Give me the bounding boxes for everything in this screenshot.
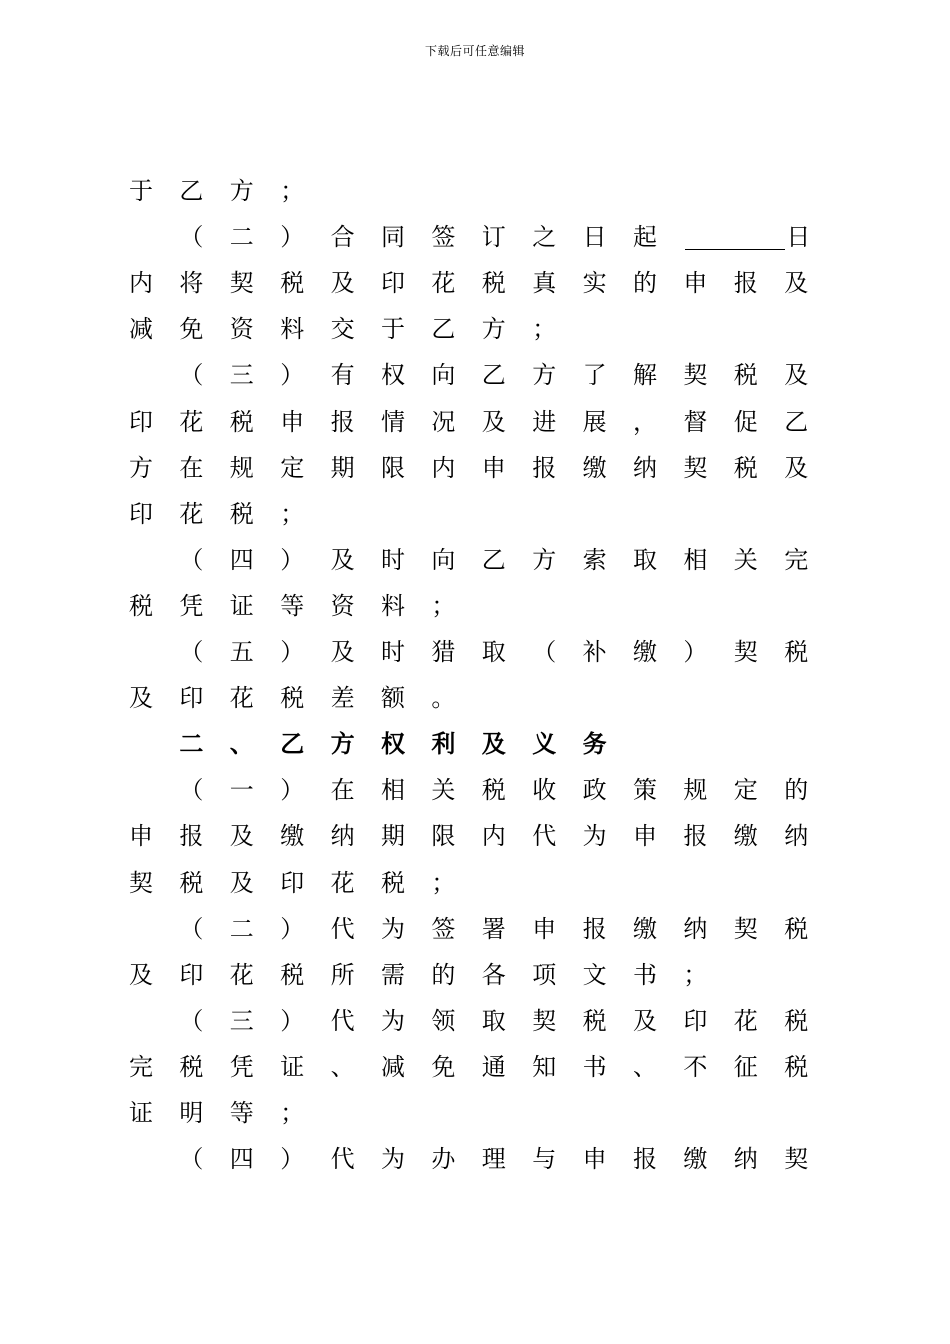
text-char: 义 [532, 729, 557, 759]
text-char: 四 [229, 1145, 254, 1174]
text-char: 有 [330, 361, 355, 390]
text-char: 进 [532, 407, 557, 436]
text-char: 及 [633, 1006, 657, 1035]
text-char: 证 [229, 591, 254, 620]
text-char: 务 [582, 729, 607, 759]
text-line [129, 729, 829, 759]
text-char: 免 [431, 1052, 456, 1081]
page-header: 下载后可任意编辑 [424, 44, 525, 58]
text-line [129, 1052, 829, 1082]
text-char: 项 [532, 960, 557, 989]
text-char: 乙 [784, 407, 809, 436]
text-char: 乙 [481, 361, 506, 390]
text-char: 证 [280, 1052, 305, 1081]
text-char: ， [633, 407, 657, 436]
text-char: 缴 [280, 822, 305, 851]
text-char: 申 [633, 822, 657, 851]
text-char: 税 [179, 1052, 204, 1081]
text-char: 通 [481, 1052, 506, 1081]
text-char: 料 [381, 591, 405, 620]
text-char: 凭 [229, 1052, 254, 1081]
text-char: 知 [532, 1052, 557, 1081]
text-char: 的 [431, 960, 456, 989]
text-char: 契 [532, 1006, 557, 1035]
text-char: （ [179, 545, 204, 574]
text-char: 方 [330, 729, 355, 759]
text-char: 契 [683, 453, 708, 482]
text-char: 权 [381, 361, 405, 390]
text-char: 及 [784, 361, 809, 390]
text-char: （ [179, 1006, 204, 1035]
text-char: 内 [481, 822, 506, 851]
text-char: 展 [582, 407, 607, 436]
text-char: （ [179, 638, 204, 666]
text-char: 交 [330, 315, 355, 344]
text-char: ） [280, 223, 305, 252]
text-char: 于 [381, 315, 405, 344]
text-char: 花 [179, 407, 204, 436]
text-char: 合 [330, 223, 355, 252]
text-char: （ [179, 223, 204, 252]
text-char: 乙 [431, 315, 456, 344]
text-char: 及 [784, 453, 809, 482]
text-char: （ [179, 1145, 204, 1174]
text-char: 乙 [481, 545, 506, 574]
text-char: 利 [431, 729, 456, 759]
text-char: 申 [532, 914, 557, 943]
text-char: 契 [229, 269, 254, 298]
text-char: 政 [582, 776, 607, 805]
text-char: 缴 [633, 914, 657, 943]
text-char: 报 [179, 822, 204, 851]
text-char: 理 [481, 1145, 506, 1174]
text-char: 资 [330, 591, 355, 620]
text-char: ； [683, 960, 708, 989]
text-char: 方 [481, 315, 506, 344]
text-line [129, 775, 829, 805]
text-char: 税 [179, 868, 204, 897]
text-char: ； [431, 868, 456, 897]
text-char: 不 [683, 1052, 708, 1081]
text-char: 权 [381, 729, 405, 759]
text-char: 额 [381, 684, 405, 713]
text-char: 及 [129, 684, 153, 713]
text-char: ） [280, 638, 305, 666]
text-char: 二 [179, 729, 204, 759]
text-char: 定 [280, 453, 305, 482]
text-char: ） [280, 361, 305, 390]
text-char: ） [280, 914, 305, 943]
text-char: 、 [229, 729, 254, 759]
text-char: （ [179, 914, 204, 943]
text-char: 为 [381, 914, 405, 943]
text-char: 方 [129, 453, 153, 482]
text-char: 契 [683, 361, 708, 390]
text-char: 为 [582, 822, 607, 851]
text-char: 契 [129, 868, 153, 897]
text-char: 日 [582, 223, 607, 252]
text-char: 相 [381, 776, 405, 805]
text-char: 税 [381, 868, 405, 897]
text-char: 促 [733, 407, 758, 436]
text-line [129, 268, 829, 298]
text-char: 及 [481, 407, 506, 436]
text-char: 规 [683, 776, 708, 805]
text-char: 税 [481, 776, 506, 805]
text-char: 代 [532, 822, 557, 851]
text-char: 方 [532, 361, 557, 390]
text-char: 减 [129, 315, 153, 344]
text-char: 纳 [633, 453, 657, 482]
text-char: 文 [582, 960, 607, 989]
text-char: 猎 [431, 638, 456, 666]
text-char: ； [532, 315, 557, 344]
text-char: 时 [381, 545, 405, 574]
text-char: 二 [229, 223, 254, 252]
text-char: 况 [431, 407, 456, 436]
text-char: 取 [481, 638, 506, 666]
text-char: （ [179, 776, 204, 805]
text-char: 署 [481, 914, 506, 943]
text-char: 及 [330, 269, 355, 298]
text-char: 所 [330, 960, 355, 989]
text-line [129, 821, 829, 851]
text-char: 取 [481, 1006, 506, 1035]
text-char: 完 [784, 545, 809, 574]
text-char: 差 [330, 684, 355, 713]
text-char: 税 [481, 269, 506, 298]
text-char: 缴 [733, 822, 758, 851]
text-char: 及 [784, 269, 809, 298]
text-char: 报 [582, 914, 607, 943]
text-char: 凭 [179, 591, 204, 620]
text-char: 乙 [179, 177, 204, 205]
text-char: 缴 [683, 1145, 708, 1174]
text-char: 花 [733, 1006, 758, 1035]
text-char: 与 [532, 1145, 557, 1174]
text-char: ） [280, 545, 305, 574]
text-char: 申 [683, 269, 708, 298]
text-char: 各 [481, 960, 506, 989]
text-char: 税 [129, 591, 153, 620]
text-line [129, 545, 829, 575]
text-char: 在 [330, 776, 355, 805]
text-char: 期 [381, 822, 405, 851]
text-line [129, 453, 829, 483]
text-char: 三 [229, 361, 254, 390]
text-char: ） [280, 776, 305, 805]
text-char: 五 [229, 638, 254, 666]
text-char: 关 [733, 545, 758, 574]
text-char: ； [431, 591, 456, 620]
text-line [129, 1006, 829, 1036]
text-char: 税 [280, 269, 305, 298]
text-char: 将 [179, 269, 204, 298]
text-char: 代 [330, 914, 355, 943]
text-char: 花 [431, 269, 456, 298]
text-char: 解 [633, 361, 657, 390]
text-char: 、 [633, 1052, 657, 1081]
text-char: 及 [481, 729, 506, 759]
text-char: 等 [280, 591, 305, 620]
text-char: 契 [733, 638, 758, 666]
text-char: 关 [431, 776, 456, 805]
text-char: 税 [784, 1006, 809, 1035]
text-char: ； [280, 1099, 305, 1127]
text-char: 纳 [683, 914, 708, 943]
text-char: （ [179, 361, 204, 390]
text-char: 索 [582, 545, 607, 574]
text-char: 契 [733, 914, 758, 943]
text-line [129, 591, 829, 621]
text-char: 印 [179, 960, 204, 989]
text-char: 报 [633, 1145, 657, 1174]
text-char: 报 [683, 822, 708, 851]
text-char: 印 [381, 269, 405, 298]
text-char: 征 [733, 1052, 758, 1081]
text-char: 取 [633, 545, 657, 574]
text-char: 明 [179, 1099, 204, 1127]
text-char: 时 [381, 638, 405, 666]
text-line [129, 360, 829, 390]
text-char: 的 [784, 776, 809, 805]
text-char: 等 [229, 1099, 254, 1127]
text-char: 期 [330, 453, 355, 482]
text-char: 情 [381, 407, 405, 436]
text-char: 印 [683, 1006, 708, 1035]
text-char: 规 [229, 453, 254, 482]
text-char: 一 [229, 776, 254, 805]
text-char: 报 [532, 453, 557, 482]
text-char: 及 [330, 545, 355, 574]
text-char: 需 [381, 960, 405, 989]
text-char: 二 [229, 914, 254, 943]
text-char: 了 [582, 361, 607, 390]
text-char: 资 [229, 315, 254, 344]
text-line [129, 222, 829, 252]
text-char: 之 [532, 223, 557, 252]
text-char: 、 [330, 1052, 355, 1081]
text-char: 免 [179, 315, 204, 344]
text-char: 申 [481, 453, 506, 482]
text-char: 税 [280, 684, 305, 713]
text-line [129, 914, 829, 944]
text-line [129, 683, 829, 713]
text-char: 及 [229, 822, 254, 851]
text-char: 书 [582, 1052, 607, 1081]
text-char: 完 [129, 1052, 153, 1081]
text-char: 实 [582, 269, 607, 298]
text-char: 印 [280, 868, 305, 897]
text-line [129, 1098, 829, 1128]
text-char: 限 [381, 453, 405, 482]
text-char: 办 [431, 1145, 456, 1174]
text-char: 。 [431, 684, 456, 713]
text-char: 申 [582, 1145, 607, 1174]
text-char: 为 [381, 1006, 405, 1035]
text-char: 定 [733, 776, 758, 805]
text-char: 向 [431, 361, 456, 390]
text-char: 起 [633, 223, 657, 252]
text-char: 相 [683, 545, 708, 574]
text-char: 证 [129, 1099, 153, 1127]
text-char: 限 [431, 822, 456, 851]
text-char: （ [532, 638, 557, 666]
text-char: 税 [229, 407, 254, 436]
text-char: 纳 [733, 1145, 758, 1174]
text-char: ） [683, 638, 708, 666]
text-char: 及 [129, 960, 153, 989]
text-char: 的 [633, 269, 657, 298]
text-char: ） [280, 1006, 305, 1035]
text-line [129, 960, 829, 990]
text-char: 报 [330, 407, 355, 436]
text-char: 税 [280, 960, 305, 989]
text-char: 印 [129, 499, 153, 528]
text-char: 花 [330, 868, 355, 897]
text-char: 收 [532, 776, 557, 805]
text-line [129, 176, 829, 206]
text-char: 印 [179, 684, 204, 713]
text-char: 领 [431, 1006, 456, 1035]
text-char: 税 [733, 453, 758, 482]
text-char: 补 [582, 638, 607, 666]
text-char: 三 [229, 1006, 254, 1035]
text-char: 减 [381, 1052, 405, 1081]
text-line [129, 499, 829, 529]
text-char: 税 [784, 914, 809, 943]
text-char: 向 [431, 545, 456, 574]
text-char: 花 [229, 684, 254, 713]
text-char: 方 [229, 177, 254, 205]
text-char: 签 [431, 223, 456, 252]
text-char: ） [280, 1145, 305, 1174]
text-char: 订 [481, 223, 506, 252]
text-char: 及 [229, 868, 254, 897]
text-char: 契 [784, 1145, 809, 1174]
text-char: 在 [179, 453, 204, 482]
text-char: 乙 [280, 729, 305, 759]
text-char: 报 [733, 269, 758, 298]
text-char: 日 [786, 223, 811, 252]
text-char: 四 [229, 545, 254, 574]
text-char: 申 [280, 407, 305, 436]
text-char: 书 [633, 960, 657, 989]
text-char: 代 [330, 1006, 355, 1035]
text-char: 缴 [633, 638, 657, 666]
text-char: 花 [179, 499, 204, 528]
text-char: 税 [784, 1052, 809, 1081]
text-line [129, 407, 829, 437]
text-char: 纳 [330, 822, 355, 851]
text-char: 税 [784, 638, 809, 666]
text-char: 策 [633, 776, 657, 805]
text-char: 内 [431, 453, 456, 482]
text-char: 纳 [784, 822, 809, 851]
text-char: 为 [381, 1145, 405, 1174]
text-char: 代 [330, 1145, 355, 1174]
text-char: 督 [683, 407, 708, 436]
text-char: 缴 [582, 453, 607, 482]
text-char: 方 [532, 545, 557, 574]
text-char: 税 [229, 499, 254, 528]
text-char: 花 [229, 960, 254, 989]
text-char: 税 [582, 1006, 607, 1035]
text-line [129, 1144, 829, 1174]
text-char: 及 [330, 638, 355, 666]
text-char: 真 [532, 269, 557, 298]
text-char: 税 [733, 361, 758, 390]
text-line [129, 314, 829, 344]
text-char: 料 [280, 315, 305, 344]
text-char: 内 [129, 269, 153, 298]
text-char: 申 [129, 822, 153, 851]
text-char: ； [280, 499, 305, 528]
text-char: ； [280, 177, 305, 205]
text-char: 同 [381, 223, 405, 252]
text-line [129, 637, 829, 667]
fill-in-blank [685, 249, 785, 250]
text-char: 印 [129, 407, 153, 436]
text-char: 签 [431, 914, 456, 943]
text-line [129, 868, 829, 898]
text-char: 于 [129, 177, 153, 205]
